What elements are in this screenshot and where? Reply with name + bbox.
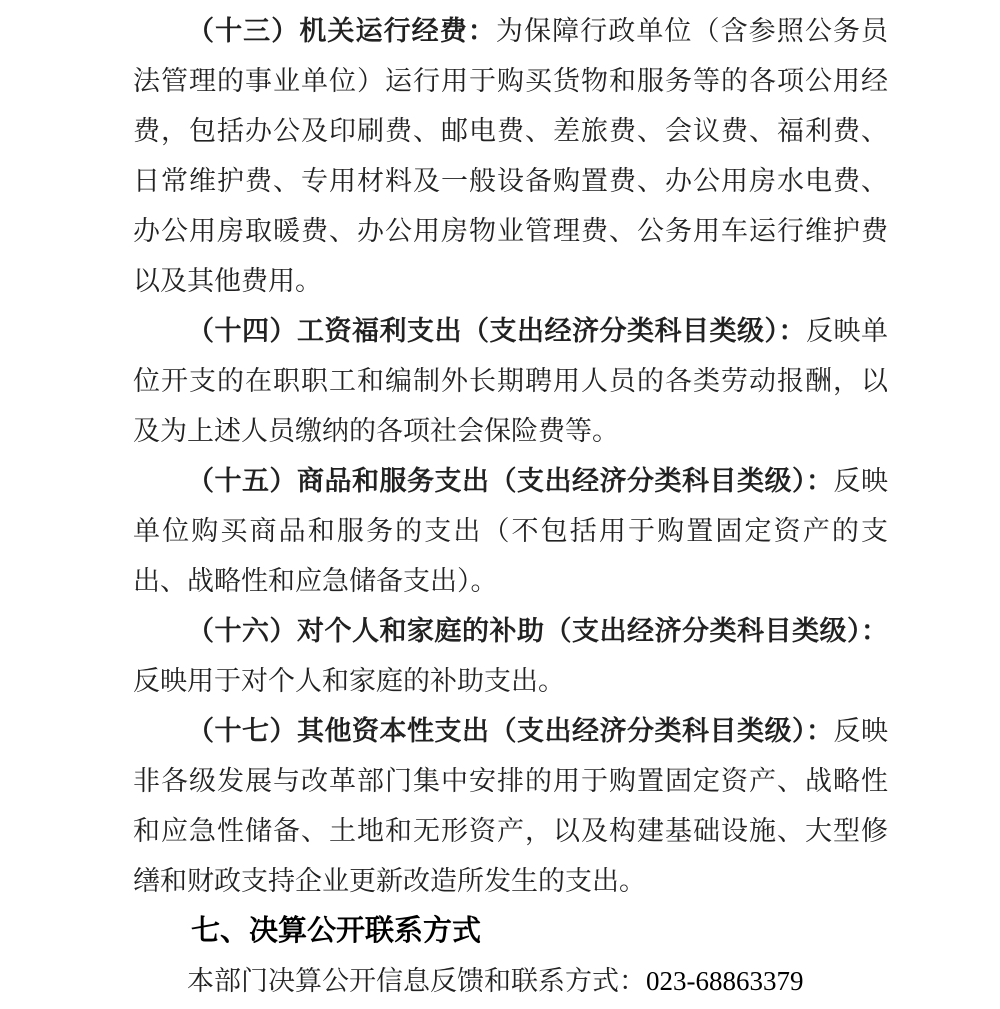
paragraph — [133, 606, 888, 706]
paragraph-lead: （十五）商品和服务支出（支出经济分类科目类级）： — [187, 466, 834, 496]
paragraph-text: 为保障行政单位（含参照公务员法管理的事业单位）运行用于购买货物和服务等的各项公用经费，包括办公及印刷费、邮电费、差旅费、会议费、福利费、日常维护费、专用材料及一般设备购置费、办公用房水电费、办公用房取暖费、办公用房物业管理费、公务用车运行维护费以及其他费用。 — [133, 16, 889, 296]
contact-label: 本部门决算公开信息反馈和联系方式： — [187, 966, 646, 996]
paragraph-text: 反映用于对个人和家庭的补助支出。 — [133, 666, 565, 696]
section-heading: 七、决算公开联系方式 — [191, 915, 482, 947]
paragraph — [133, 706, 888, 906]
paragraph-lead: （十三）机关运行经费： — [187, 16, 496, 46]
paragraph-text: 反映非各级发展与改革部门集中安排的用于购置固定资产、战略性和应急性储备、土地和无形资产，以及构建基础设施、大型修缮和财政支持企业更新改造所发生的支出。 — [133, 716, 888, 896]
paragraph-lead: （十六）对个人和家庭的补助（支出经济分类科目类级）： — [187, 616, 888, 646]
paragraph — [133, 6, 888, 306]
paragraph-text: 反映单位开支的在职职工和编制外长期聘用人员的各类劳动报酬，以及为上述人员缴纳的各项社会保险费等。 — [133, 316, 888, 446]
phone-number: 023-68863379 — [646, 966, 804, 996]
paragraph-lead: （十四）工资福利支出（支出经济分类科目类级）： — [187, 316, 806, 346]
document-content — [133, 6, 888, 1006]
paragraph — [133, 456, 888, 606]
paragraph-text: 反映单位购买商品和服务的支出（不包括用于购置固定资产的支出、战略性和应急储备支出）。 — [133, 466, 888, 596]
paragraph-lead: （十七）其他资本性支出（支出经济分类科目类级）： — [187, 716, 834, 746]
contact-paragraph — [133, 956, 888, 1006]
paragraph — [133, 306, 888, 456]
